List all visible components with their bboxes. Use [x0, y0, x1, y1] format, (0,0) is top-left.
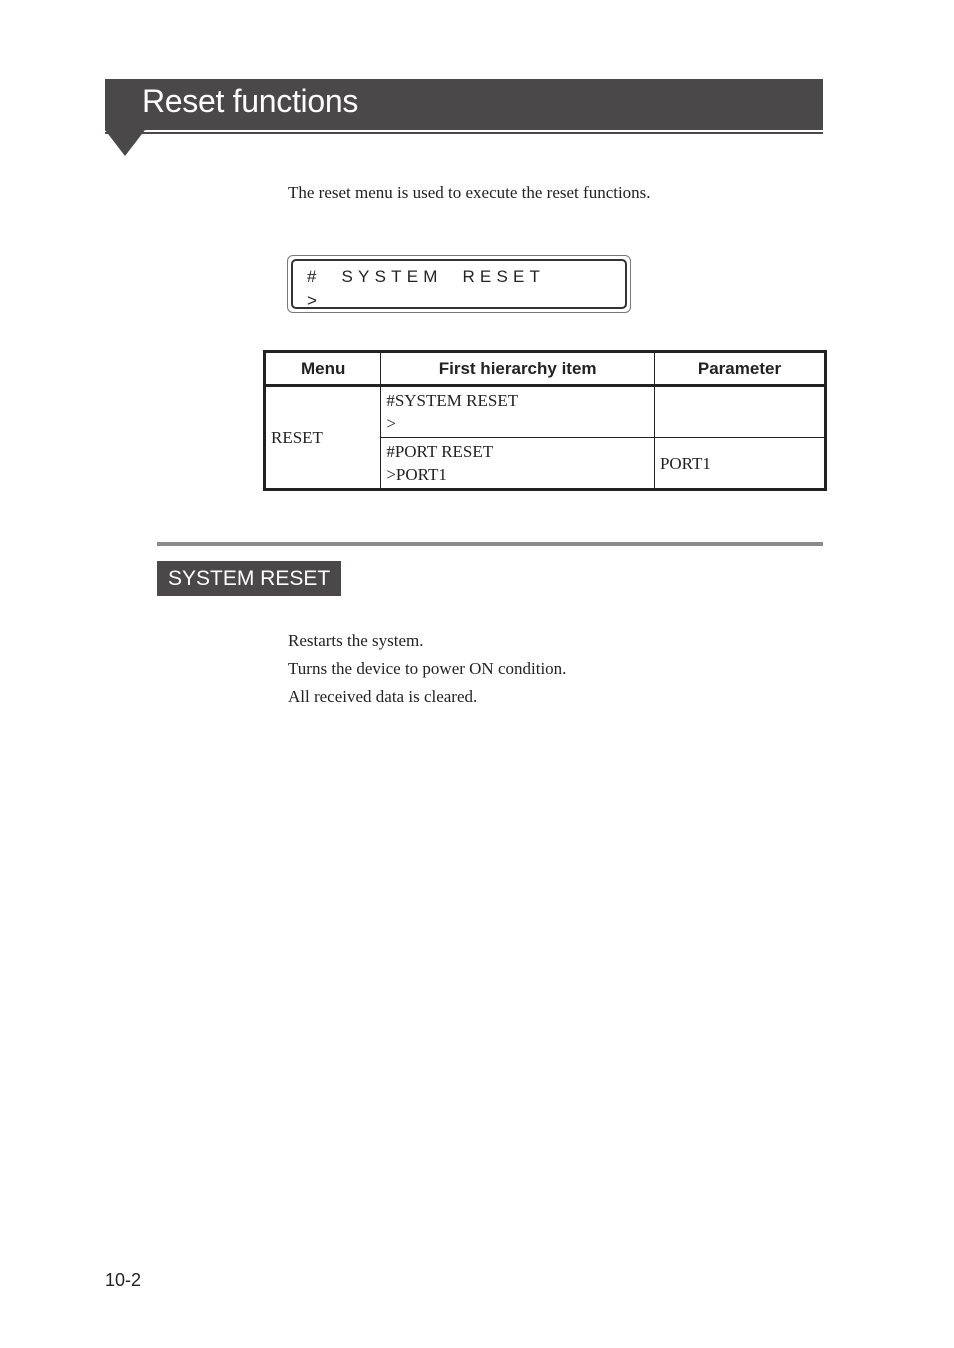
reset-menu-table: [263, 350, 827, 491]
intro-paragraph: The reset menu is used to execute the reset functions.: [288, 183, 651, 202]
section-heading-system-reset: SYSTEM RESET: [157, 561, 341, 596]
item-line: >PORT1: [386, 465, 447, 484]
page-title: Reset functions: [142, 83, 359, 119]
item-line: #SYSTEM RESET: [386, 391, 519, 410]
item-cell-system-reset: [381, 386, 655, 438]
header-menu: Menu: [265, 352, 381, 386]
parameter-cell: PORT1: [654, 438, 825, 490]
lcd-line-2: >: [307, 291, 323, 310]
page-number: 10-2: [105, 1270, 142, 1290]
description-line: Restarts the system.: [288, 631, 424, 650]
lcd-screen: [291, 259, 627, 309]
parameter-cell: [654, 386, 825, 438]
title-tab-triangle-icon: [105, 130, 145, 156]
item-line: >: [386, 414, 396, 433]
item-line: #PORT RESET: [386, 442, 494, 461]
title-underline: [105, 132, 823, 134]
table-row: [265, 386, 826, 438]
description-line: Turns the device to power ON condition.: [288, 659, 567, 678]
description-line: All received data is cleared.: [288, 687, 478, 706]
title-bar: [105, 79, 823, 130]
lcd-line-1: # SYSTEM RESET: [307, 267, 546, 286]
item-cell-port-reset: [381, 438, 655, 490]
section-divider: [157, 542, 823, 546]
lcd-display: [287, 255, 631, 313]
menu-cell-reset: RESET: [265, 386, 381, 490]
table-header-row: [265, 352, 826, 386]
header-first-hierarchy-item: First hierarchy item: [381, 352, 655, 386]
header-parameter: Parameter: [654, 352, 825, 386]
